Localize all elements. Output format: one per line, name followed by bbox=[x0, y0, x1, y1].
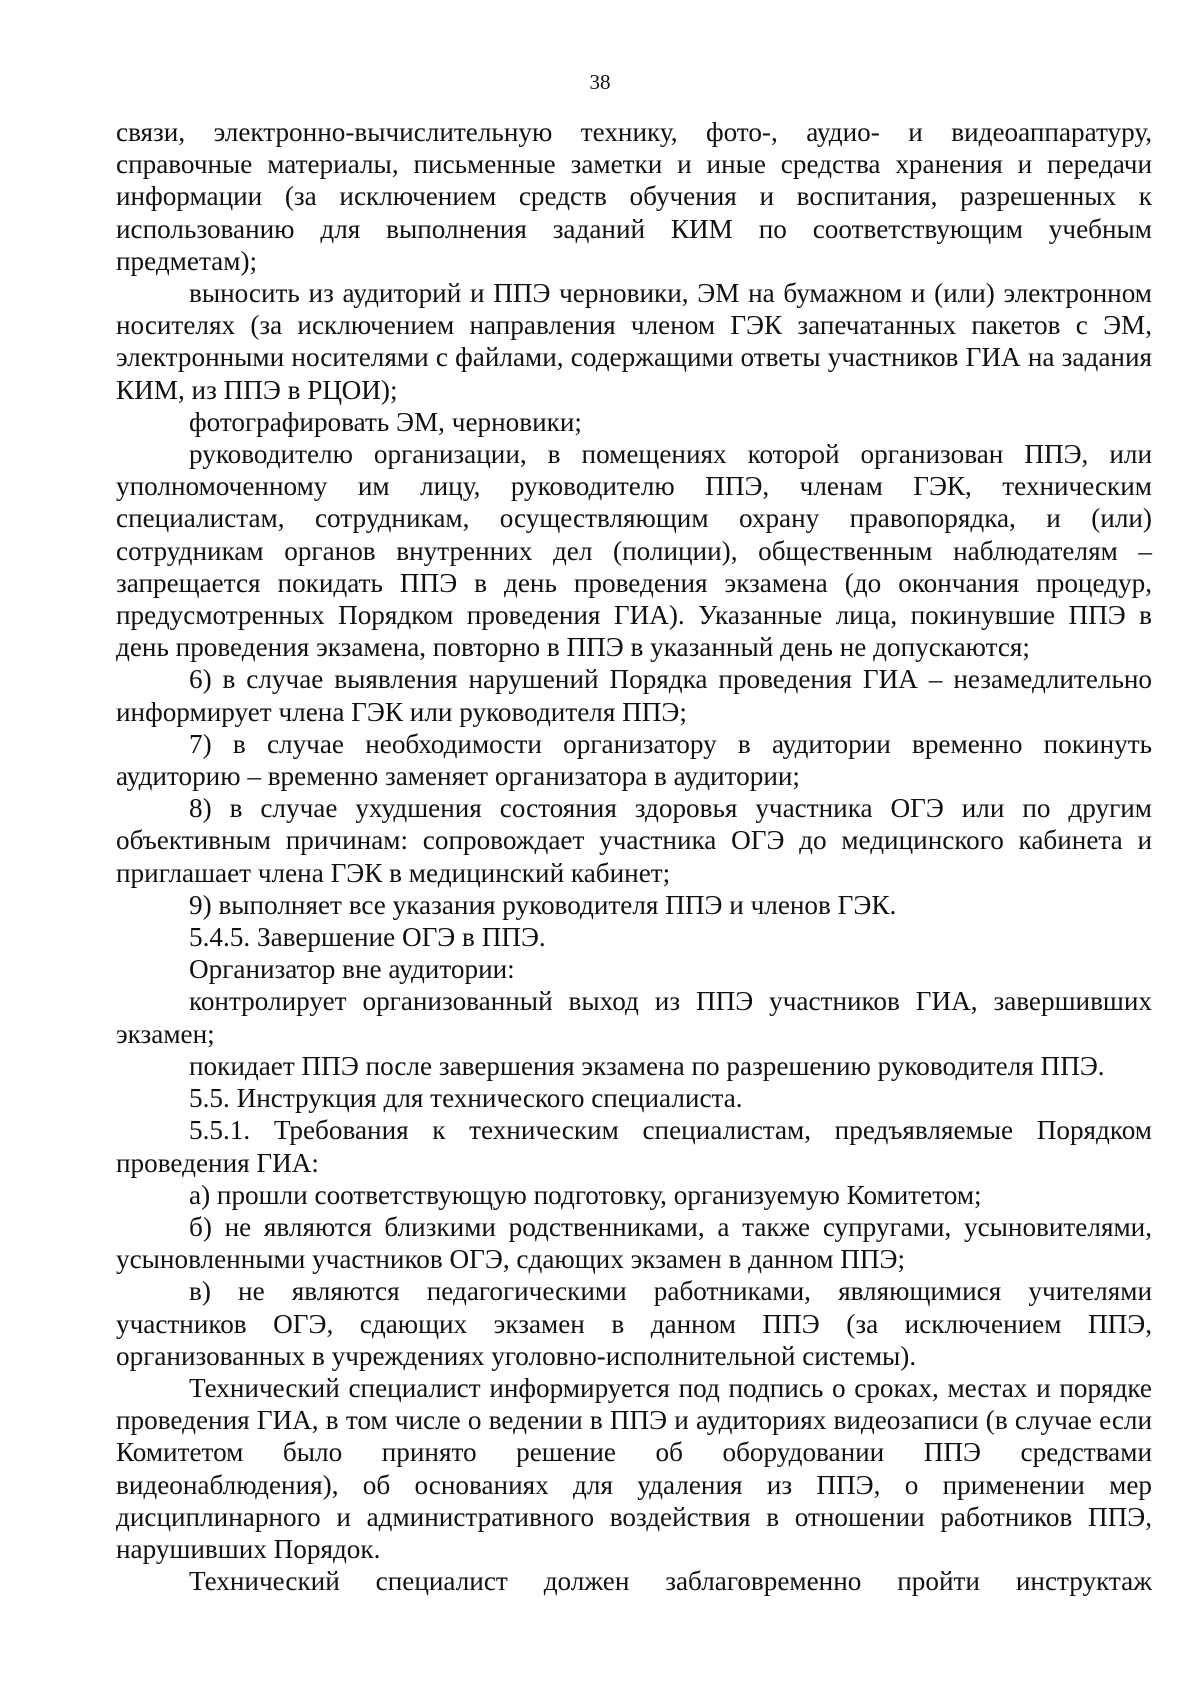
paragraph: контролирует организованный выход из ППЭ участников ГИА, завершивших экзамен; bbox=[116, 986, 1152, 1049]
list-item: а) прошли соответствующую подготовку, организуемую Комитетом; bbox=[189, 1179, 982, 1210]
paragraph: 9) выполняет все указания руководителя ППЭ и членов ГЭК. bbox=[189, 889, 897, 920]
paragraph: 7) в случае необходимости организатору в аудитории временно покинуть аудиторию – временно заменяет организатора в аудитории; bbox=[116, 728, 1152, 792]
paragraph: 6) в случае выявления нарушений Порядка проведения ГИА – незамедлительно информирует члена ГЭК или руководителя ППЭ; bbox=[116, 664, 1152, 727]
section-heading: 5.4.5. Завершение ОГЭ в ППЭ. bbox=[189, 922, 546, 953]
paragraph: Технический специалист информируется под подпись о сроках, местах и порядке проведения ГИА, в том числе о ведении в ППЭ и аудиториях видеозаписи (в случае если Комитетом было принято решение об оборудовании ППЭ средствами видеонаблюдения), об основаниях для удаления из ППЭ, о применении мер дисциплинарного и административного воздействия в отношении работников ППЭ, нарушивших Порядок. bbox=[116, 1372, 1152, 1564]
paragraph: выносить из аудиторий и ППЭ черновики, ЭМ на бумажном и (или) электронном носителях (за исключением направления членом ГЭК запечатанных пакетов с ЭМ, электронными носителями с файлами, содержащими ответы участников ГИА на задания КИМ, из ППЭ в РЦОИ); bbox=[116, 278, 1152, 405]
paragraph: 8) в случае ухудшения состояния здоровья участника ОГЭ или по другим объективным причинам: сопровождает участника ОГЭ до медицинского кабинета и приглашает члена ГЭК в медицинский кабинет; bbox=[116, 793, 1152, 888]
paragraph: фотографировать ЭМ, черновики; bbox=[189, 406, 582, 437]
paragraph: покидает ППЭ после завершения экзамена по разрешению руководителя ППЭ. bbox=[189, 1050, 1105, 1081]
list-item: б) не являются близкими родственниками, а также супругами, усыновителями, усыновленными участников ОГЭ, сдающих экзамен в данном ППЭ; bbox=[116, 1211, 1152, 1275]
paragraph: 5.5.1. Требования к техническим специалистам, предъявляемые Порядком проведения ГИА: bbox=[116, 1115, 1152, 1178]
section-heading: 5.5. Инструкция для технического специалиста. bbox=[189, 1083, 743, 1114]
paragraph: Организатор вне аудитории: bbox=[189, 954, 515, 985]
paragraph: связи, электронно-вычислительную технику, фото-, аудио- и видеоаппаратуру, справочные материалы, письменные заметки и иные средства хранения и передачи информации (за исключением средств обучения и воспитания, разрешенных к использованию для выполнения заданий КИМ по соответствующим учебным предметам); bbox=[116, 117, 1152, 276]
paragraph: руководителю организации, в помещениях которой организован ППЭ, или уполномоченному им лицу, руководителю ППЭ, членам ГЭК, техническим специалистам, сотрудникам, осуществляющим охрану правопорядка, и (или) сотрудникам органов внутренних дел (полиции), общественным наблюдателям – запрещается покидать ППЭ в день проведения экзамена (до окончания процедур, предусмотренных Порядком проведения ГИА). Указанные лица, покинувшие ППЭ в день проведения экзамена, повторно в ППЭ в указанный день не допускаются; bbox=[116, 439, 1152, 663]
page-number: 38 bbox=[589, 70, 611, 94]
list-item: в) не являются педагогическими работниками, являющимися учителями участников ОГЭ, сдающих экзамен в данном ППЭ (за исключением ППЭ, организованных в учреждениях уголовно-исполнительной системы). bbox=[116, 1276, 1152, 1371]
page-body bbox=[116, 116, 1152, 1597]
paragraph: Технический специалист должен заблаговременно пройти инструктаж bbox=[189, 1566, 1152, 1597]
